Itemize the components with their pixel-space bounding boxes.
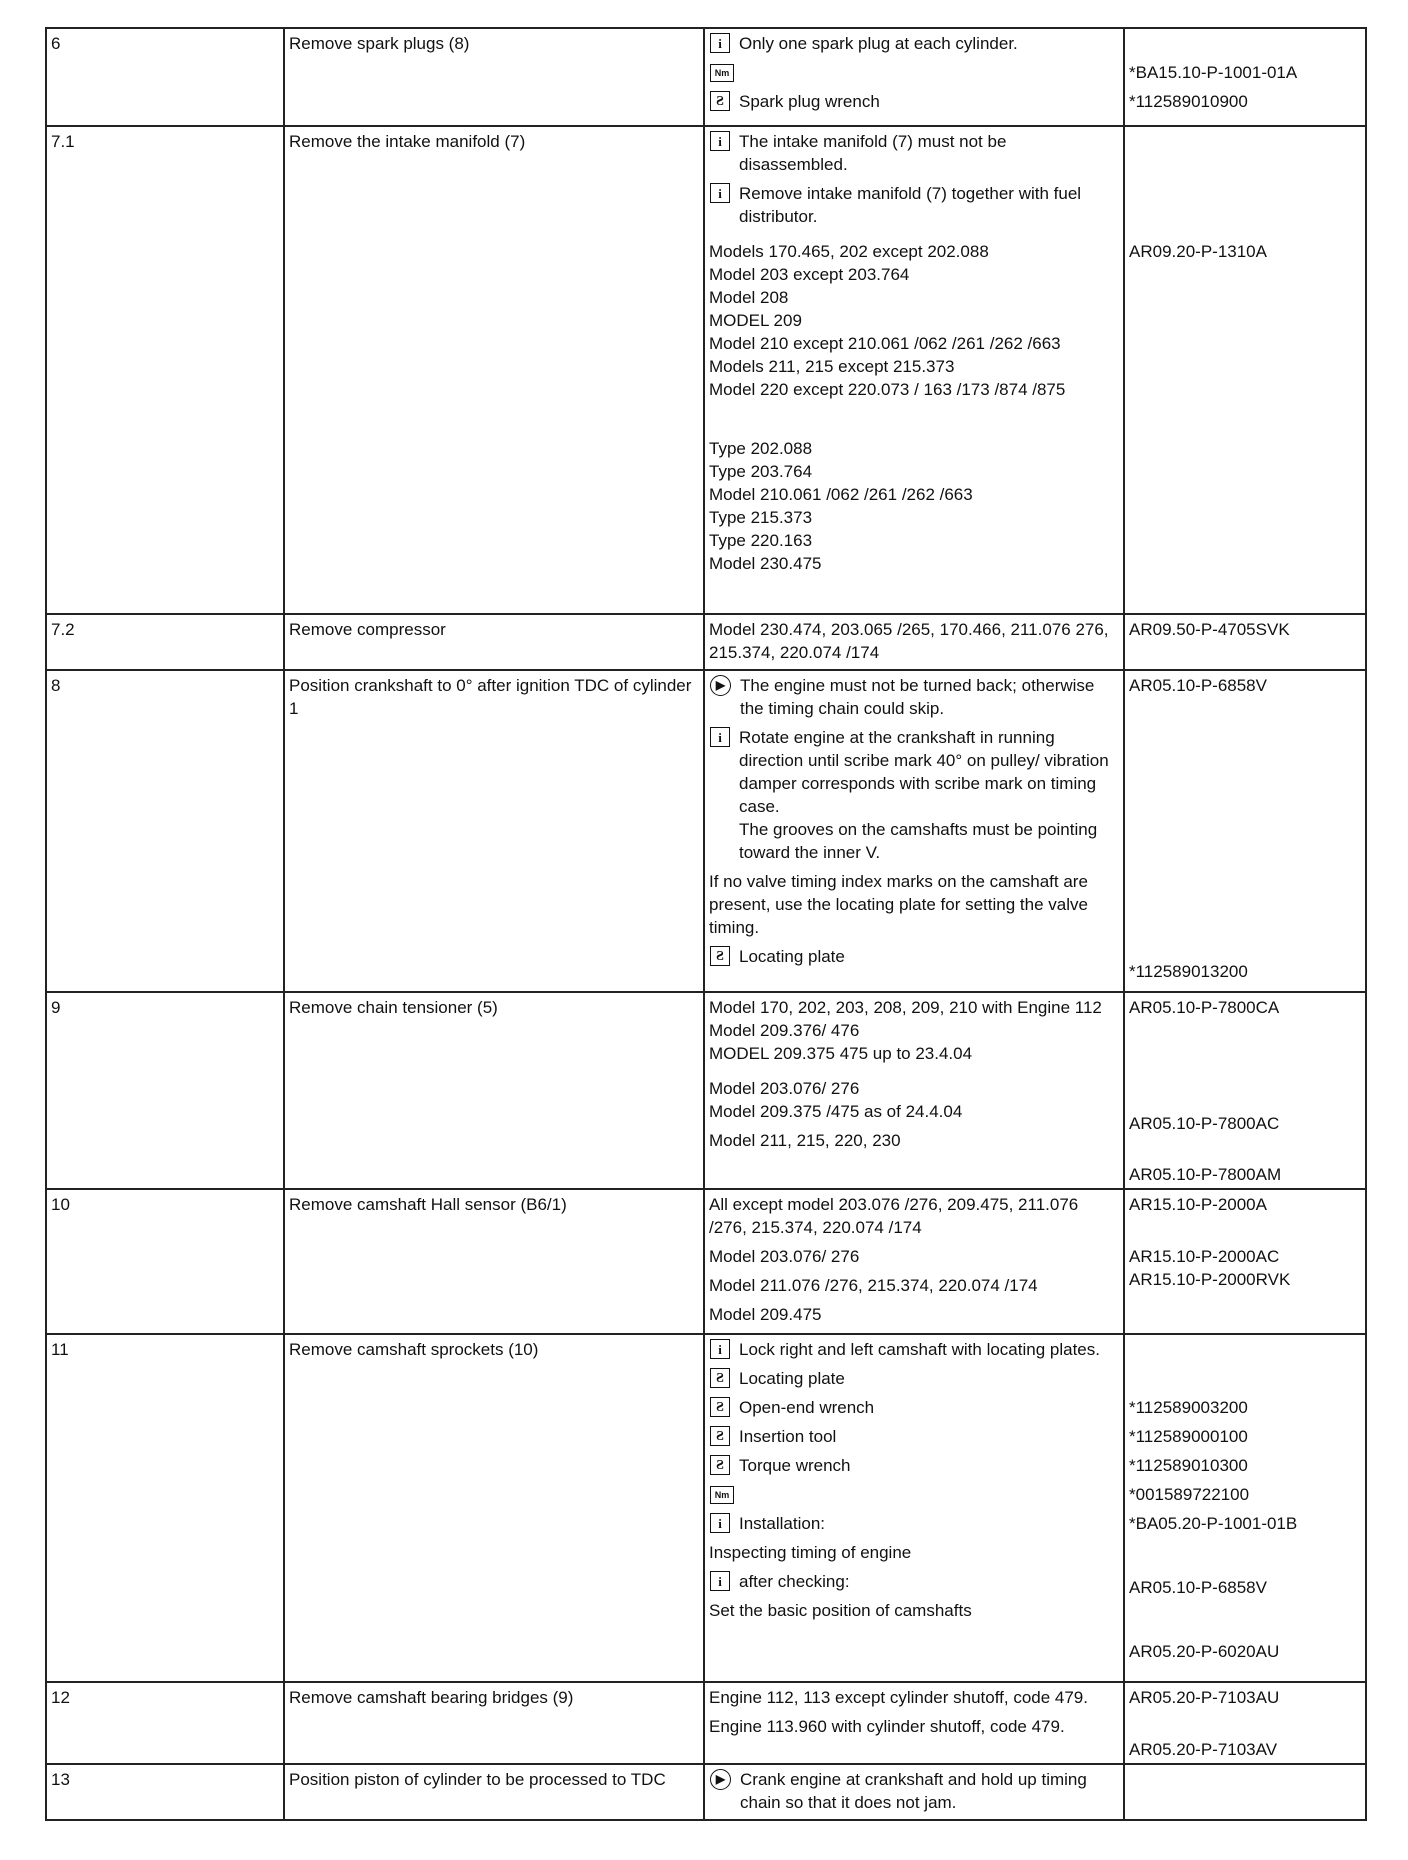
- info-icon: i: [710, 727, 730, 747]
- special-tool-icon: Ƨ: [710, 91, 730, 111]
- special-tool-icon: Ƨ: [710, 1397, 730, 1417]
- step-refs: [1124, 670, 1366, 992]
- model-list: Model 203.076/ 276: [709, 1247, 860, 1266]
- step-action: Remove camshaft Hall sensor (B6/1): [284, 1189, 704, 1334]
- model-list: All except model 203.076 /276, 209.475, 211.076 /276, 215.374, 220.074 /174: [709, 1195, 1079, 1237]
- ref-code: *112589010900: [1129, 92, 1248, 111]
- ref-code: *112589013200: [1129, 962, 1248, 981]
- step-number: 8: [46, 670, 284, 992]
- table-row: [46, 1189, 1366, 1334]
- step-notes: [704, 992, 1124, 1189]
- ref-code: AR05.10-P-7800CA: [1129, 998, 1280, 1017]
- step-refs: [1124, 614, 1366, 670]
- step-refs: [1124, 126, 1366, 614]
- info-icon: i: [710, 1513, 730, 1533]
- model-list: Model 230.474, 203.065 /265, 170.466, 211.076 276, 215.374, 220.074 /174: [709, 620, 1109, 662]
- step-action: Remove camshaft sprockets (10): [284, 1334, 704, 1682]
- info-icon: i: [710, 183, 730, 203]
- step-notes: ▶ The engine must not be turned back; otherwise the timing chain could skip. i Rotate engine at the crankshaft in running direction until scribe mark 40° on pulley/ vibration damper corresponds with scribe mark on timing case. The grooves on the camshafts must be pointing toward the inner V. If no valve timing index marks on the camshaft are present, use the locating plate for setting the valve timing. Ƨ Locating plate: [704, 670, 1124, 992]
- step-number: 11: [46, 1334, 284, 1682]
- ref-code: *112589000100: [1129, 1427, 1248, 1446]
- step-notes: i Only one spark plug at each cylinder. Nm Ƨ Spark plug wrench: [704, 28, 1124, 126]
- step-refs: [1124, 992, 1366, 1189]
- step-notes: i Lock right and left camshaft with locating plates. Ƨ Locating plate Ƨ Open-end wrench Ƨ Insertion tool Ƨ Torque wrench Nm i Installation: Inspecting timing of engine i after checking: Set the basic position of camshafts: [704, 1334, 1124, 1682]
- ref-code: AR15.10-P-2000RVK: [1129, 1270, 1291, 1289]
- model-list: Model 209.475: [709, 1305, 822, 1324]
- info-icon: i: [710, 131, 730, 151]
- ref-code: AR15.10-P-2000AC: [1129, 1247, 1280, 1266]
- note-text: Set the basic position of camshafts: [709, 1601, 972, 1620]
- ref-code: AR09.20-P-1310A: [1129, 242, 1267, 261]
- step-number: 6: [46, 28, 284, 126]
- step-action: Remove spark plugs (8): [284, 28, 704, 126]
- info-icon: i: [710, 33, 730, 53]
- table-row: [46, 992, 1366, 1189]
- ref-code: AR05.10-P-7800AM: [1129, 1165, 1282, 1184]
- step-notes: [704, 1189, 1124, 1334]
- step-action: Position piston of cylinder to be processed to TDC: [284, 1764, 704, 1820]
- step-action: Remove camshaft bearing bridges (9): [284, 1682, 704, 1764]
- table-row: [46, 1334, 1366, 1682]
- ref-code: AR09.50-P-4705SVK: [1129, 620, 1290, 639]
- step-action: Remove compressor: [284, 614, 704, 670]
- step-number: 13: [46, 1764, 284, 1820]
- step-number: 7.2: [46, 614, 284, 670]
- step-refs: [1124, 1682, 1366, 1764]
- model-list: Model 203.076/ 276 Model 209.375 /475 as of 24.4.04: [709, 1079, 963, 1121]
- note-text: Engine 112, 113 except cylinder shutoff, code 479.: [709, 1688, 1088, 1707]
- model-list: Model 211.076 /276, 215.374, 220.074 /174: [709, 1276, 1038, 1295]
- ref-code: AR05.10-P-6858V: [1129, 676, 1267, 695]
- model-list: Model 170, 202, 203, 208, 209, 210 with Engine 112 Model 209.376/ 476 MODEL 209.375 475 up to 23.4.04: [709, 998, 1102, 1063]
- step-notes: [704, 614, 1124, 670]
- info-icon: i: [710, 1571, 730, 1591]
- torque-nm-icon: Nm: [710, 1486, 734, 1504]
- step-action: Remove chain tensioner (5): [284, 992, 704, 1189]
- ref-code: AR05.10-P-6858V: [1129, 1578, 1267, 1597]
- ref-code: AR05.20-P-7103AU: [1129, 1688, 1280, 1707]
- info-icon: i: [710, 1339, 730, 1359]
- step-number: 9: [46, 992, 284, 1189]
- ref-code: *BA05.20-P-1001-01B: [1129, 1514, 1298, 1533]
- step-notes: ▶ Crank engine at crankshaft and hold up timing chain so that it does not jam.: [704, 1764, 1124, 1820]
- note-text: Inspecting timing of engine: [709, 1543, 912, 1562]
- table-row: [46, 126, 1366, 614]
- ref-code: AR05.10-P-7800AC: [1129, 1114, 1280, 1133]
- table-row: [46, 614, 1366, 670]
- note-text: Engine 113.960 with cylinder shutoff, code 479.: [709, 1717, 1065, 1736]
- note-text: If no valve timing index marks on the camshaft are present, use the locating plate for setting the valve timing.: [709, 872, 1088, 937]
- model-list: Type 202.088 Type 203.764 Model 210.061 /062 /261 /262 /663 Type 215.373 Type 220.163 Model 230.475: [709, 439, 973, 573]
- procedure-table: [45, 27, 1367, 1821]
- step-refs: [1124, 1334, 1366, 1682]
- torque-nm-icon: Nm: [710, 64, 734, 82]
- step-notes: i The intake manifold (7) must not be disassembled. i Remove intake manifold (7) together with fuel distributor. Models 170.465, 202 except 202.088 Model 203 except 203.764 Model 208 MODEL 209 Model 210 except 210.061 /062 /261 /262 /663 Models 211, 215 except 215.373 Model 220 except 220.073 / 163 /173 /874 /875 Type 202.088 Type 203.764 Model 210.061 /062 /261 /262 /663 Type 215.373 Type 220.163 Model 230.475: [704, 126, 1124, 614]
- risk-warning-icon: ▶: [710, 1769, 731, 1790]
- special-tool-icon: Ƨ: [710, 1368, 730, 1388]
- step-number: 12: [46, 1682, 284, 1764]
- table-row: [46, 1764, 1366, 1820]
- model-list: Model 211, 215, 220, 230: [709, 1131, 901, 1150]
- step-refs: [1124, 28, 1366, 126]
- special-tool-icon: Ƨ: [710, 1455, 730, 1475]
- step-action: Position crankshaft to 0° after ignition TDC of cylinder 1: [284, 670, 704, 992]
- ref-code: *001589722100: [1129, 1485, 1250, 1504]
- table-row: [46, 1682, 1366, 1764]
- ref-code: *112589003200: [1129, 1398, 1248, 1417]
- ref-code: AR05.20-P-6020AU: [1129, 1642, 1280, 1661]
- special-tool-icon: Ƨ: [710, 1426, 730, 1446]
- step-refs: [1124, 1764, 1366, 1820]
- model-list: Models 170.465, 202 except 202.088 Model 203 except 203.764 Model 208 MODEL 209 Model 210 except 210.061 /062 /261 /262 /663 Models 211, 215 except 215.373 Model 220 except 220.073 / 163 /173 /874 /875: [709, 242, 1066, 399]
- table-row: [46, 670, 1366, 992]
- step-action: Remove the intake manifold (7): [284, 126, 704, 614]
- ref-code: *112589010300: [1129, 1456, 1248, 1475]
- step-notes: [704, 1682, 1124, 1764]
- table-row: [46, 28, 1366, 126]
- risk-warning-icon: ▶: [710, 675, 731, 696]
- ref-code: AR15.10-P-2000A: [1129, 1195, 1267, 1214]
- step-number: 7.1: [46, 126, 284, 614]
- special-tool-icon: Ƨ: [710, 946, 730, 966]
- step-number: 10: [46, 1189, 284, 1334]
- ref-code: AR05.20-P-7103AV: [1129, 1740, 1278, 1759]
- ref-code: *BA15.10-P-1001-01A: [1129, 63, 1298, 82]
- step-refs: [1124, 1189, 1366, 1334]
